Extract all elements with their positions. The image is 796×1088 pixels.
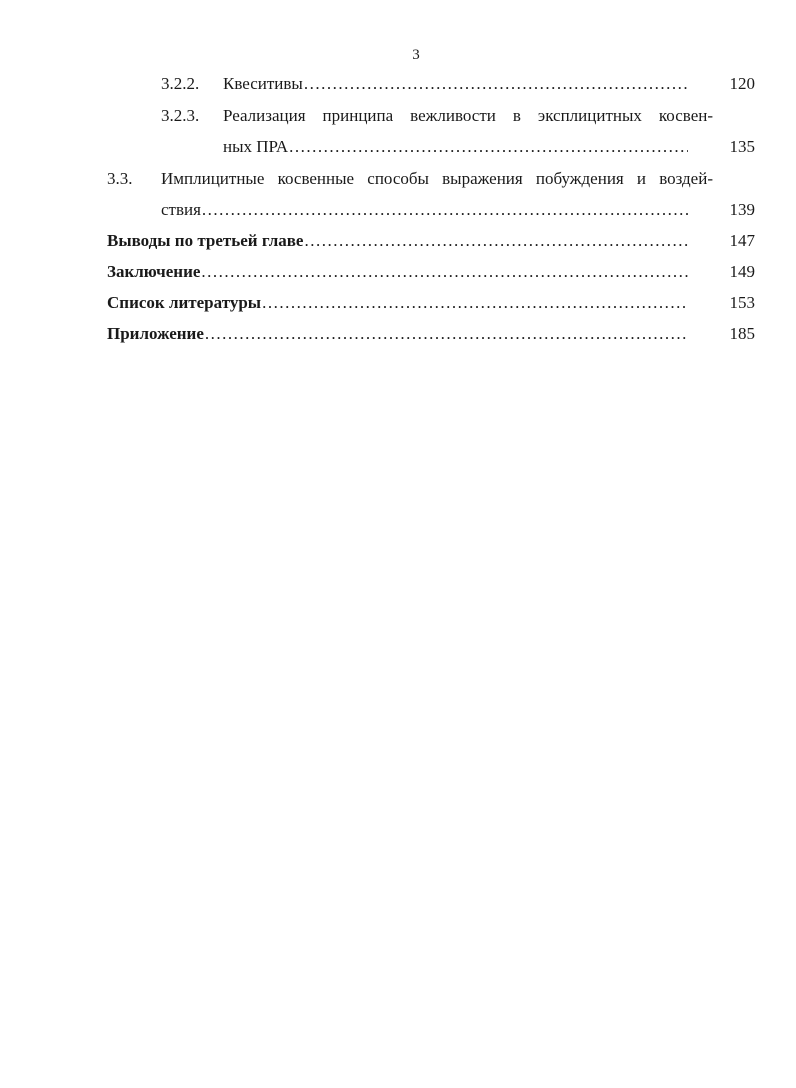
toc-leader — [262, 291, 688, 315]
toc-entry-page: 135 — [729, 137, 755, 156]
toc-leader — [201, 260, 688, 284]
toc-entry-title-row — [107, 291, 688, 315]
toc-entry-3-2-3 — [161, 104, 755, 160]
toc-entry-page: 149 — [729, 262, 755, 281]
toc-leader — [304, 229, 688, 253]
toc-entry-conclusions-chapter-3 — [107, 229, 755, 253]
toc-entry-number: 3.2.2. — [161, 74, 200, 93]
toc-entry-3-2-2 — [161, 72, 755, 96]
toc-entry-number: 3.2.3. — [161, 106, 200, 125]
toc-entry-page: 139 — [729, 200, 755, 219]
toc-entry-title: Приложение — [107, 324, 204, 343]
toc-entry-conclusion — [107, 260, 755, 284]
toc-entry-page: 147 — [729, 231, 755, 250]
toc-entry-title: Список литературы — [107, 293, 262, 312]
page-number: 3 — [412, 47, 420, 63]
toc-entry-title-row — [223, 72, 688, 96]
toc-entry-title-row — [107, 322, 688, 346]
toc-entry-title: Квеситивы — [223, 74, 303, 93]
toc-entry-page: 120 — [729, 74, 755, 93]
toc-leader — [304, 72, 688, 96]
toc-entry-3-3 — [107, 167, 755, 223]
toc-entry-title-row — [107, 260, 688, 284]
toc-entry-bibliography — [107, 291, 755, 315]
toc-entry-title-row — [161, 198, 688, 222]
toc-entry-appendix — [107, 322, 755, 346]
toc-leader — [205, 322, 688, 346]
toc-entry-title-line1: Имплицитные косвенные способы выражения побуждения и воздей- — [161, 169, 713, 188]
toc-entry-title-line1: Реализация принципа вежливости в эксплицитных косвен- — [223, 106, 713, 125]
toc-entry-title-row — [223, 135, 688, 159]
toc-entry-title: Выводы по третьей главе — [107, 231, 304, 250]
toc-leader — [289, 135, 688, 159]
toc-entry-title-line2: ствия — [161, 200, 201, 219]
toc-entry-title-line2: ных ПРА — [223, 137, 289, 156]
toc-entry-page: 153 — [729, 293, 755, 312]
toc-entry-title: Заключение — [107, 262, 201, 281]
toc-entry-page: 185 — [729, 324, 755, 343]
toc-entry-title-row — [107, 229, 688, 253]
toc-leader — [202, 198, 688, 222]
toc-entry-number: 3.3. — [107, 169, 133, 188]
